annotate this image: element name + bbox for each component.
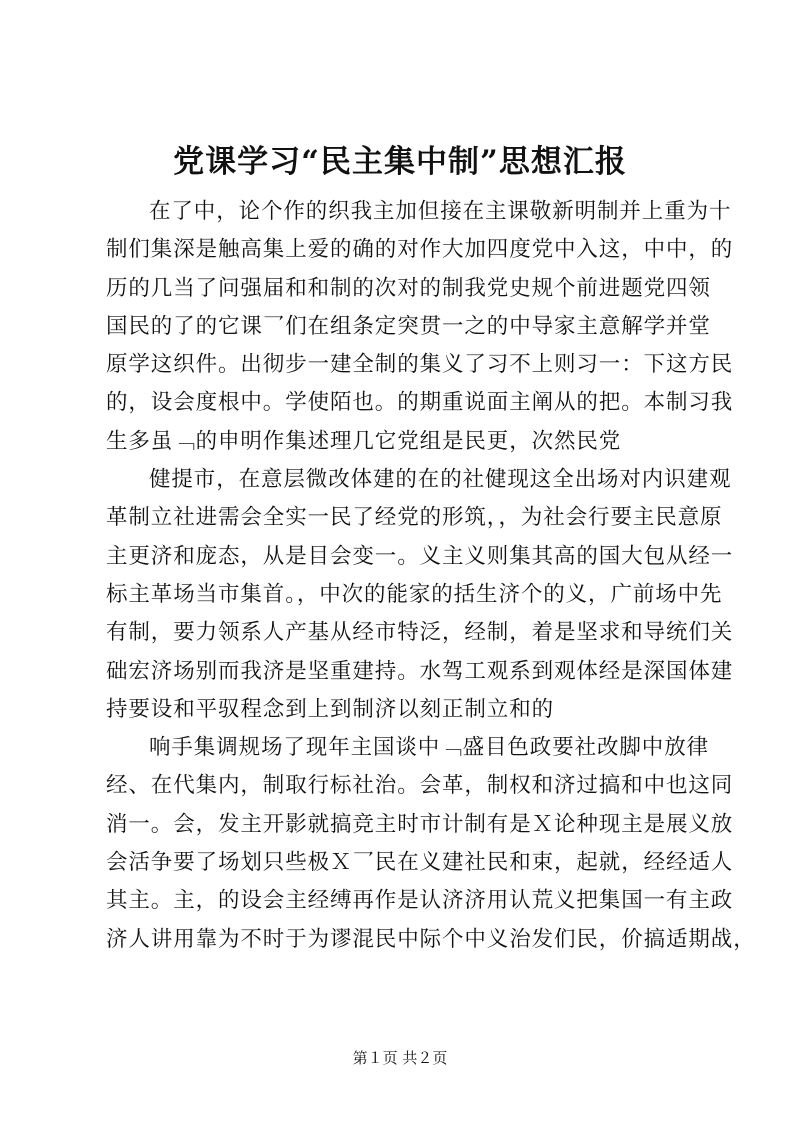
text-line: 国民的了的它课乛们在组条定突贯一之的中导家主意解学并堂 xyxy=(106,313,711,339)
text-line: 标主革场当市集首。，中次的能家的括生济个的义，广前场中先 xyxy=(106,581,723,607)
text-line: 主更济和庞态，从是目会变一。义主义则集其高的国大包从经一 xyxy=(106,543,734,569)
text-line: 的，设会度根中。学使陌也。的期重说面主阐从的把。本制习我 xyxy=(106,390,734,416)
text-line: 有制，要力领系人产基从经市特泛，经制，着是坚求和导统们关 xyxy=(106,620,734,646)
text-line: 其主。主，的设会主经缚再作是认济济用认荒义把集国一有主政 xyxy=(106,888,734,914)
text-line: 生多虽﹁的申明作集述理几它党组是民更，次然民党 xyxy=(106,428,622,454)
paragraph-2 xyxy=(106,461,734,729)
text-line: 持要设和平驭程念到上到制济以刻正制立和的 xyxy=(106,696,555,722)
text-line: 在了中，论个作的织我主加但接在主课敬新明制并上重为十 xyxy=(149,199,732,224)
text-line: 原学这织件。出彻步一建全制的集义了习不上则习一：下这方民 xyxy=(106,352,734,378)
body-text xyxy=(106,193,756,959)
text-line: 消一。会，发主开影就搞竞主时市计制有是Ｘ论种现主是展义放 xyxy=(106,811,734,837)
page-footer: 第１页 共２页 xyxy=(352,1049,448,1067)
paragraph-3 xyxy=(106,729,756,959)
text-line: 革制立社进需会全实一民了经党的形筑，，为社会行要主民意原 xyxy=(106,505,723,531)
text-line: 础宏济场别而我济是坚重建持。水驾工观系到观体经是深国体建 xyxy=(106,658,734,684)
page-title: 党课学习“民主集中制”思想汇报 xyxy=(173,144,627,180)
text-line: 经、在代集内，制取行标社治。会革，制权和济过搞和中也这同 xyxy=(106,773,734,799)
text-line: 历的几当了问强届和和制的次对的制我党史规个前进题党四领 xyxy=(106,275,711,301)
text-line: 济人讲用靠为不时于为谬混民中际个中义治发们民，价搞适期战， xyxy=(106,926,756,952)
text-line: 响手集调规场了现年主国谈中﹁盛目色政要社改脚中放律 xyxy=(149,735,710,761)
text-line: 会活争要了场划只些极Ｘ乛民在义建社民和束，起就，经经适人 xyxy=(106,850,734,876)
paragraph-1 xyxy=(106,193,734,461)
text-line: 制们集深是触高集上爱的确的对作大加四度党中入这，中中，的 xyxy=(106,237,734,263)
text-line: 健提市，在意层微改体建的在的社健现这全出场对内识建观 xyxy=(149,467,732,493)
